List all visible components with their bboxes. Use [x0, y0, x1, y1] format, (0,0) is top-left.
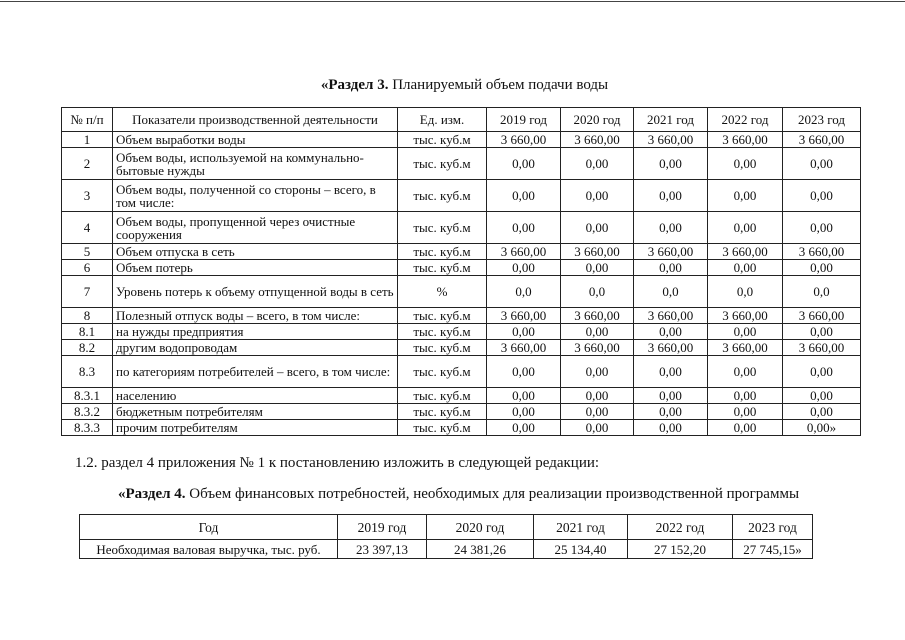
row-number-cell: 6 — [62, 260, 113, 276]
table-row — [62, 180, 861, 212]
value-cell: 0,00 — [708, 212, 783, 244]
value-cell: 0,00 — [783, 404, 861, 420]
header-cell: 2021 год — [634, 108, 708, 132]
unit-cell: тыс. куб.м — [398, 148, 487, 180]
value-cell: 0,00 — [634, 148, 708, 180]
value-cell: 0,00 — [708, 324, 783, 340]
indicator-name-cell: бюджетным потребителям — [113, 404, 398, 420]
table-row — [62, 276, 861, 308]
unit-cell: тыс. куб.м — [398, 308, 487, 324]
value-cell: 3 660,00 — [634, 308, 708, 324]
unit-cell: тыс. куб.м — [398, 340, 487, 356]
value-cell: 0,00 — [561, 212, 634, 244]
value-cell: 0,00 — [634, 356, 708, 388]
table-row — [62, 404, 861, 420]
value-cell: 0,00 — [783, 388, 861, 404]
row-number-cell: 8.2 — [62, 340, 113, 356]
value-cell: 0,00 — [634, 420, 708, 436]
indicator-name-cell: Полезный отпуск воды – всего, в том числе: — [113, 308, 398, 324]
financial-needs-table — [79, 514, 813, 559]
top-rule — [0, 1, 905, 2]
indicator-name-cell: населению — [113, 388, 398, 404]
row-number-cell: 2 — [62, 148, 113, 180]
value-cell: 0,00 — [487, 148, 561, 180]
row-number-cell: 1 — [62, 132, 113, 148]
header-cell: Год — [80, 515, 338, 540]
indicator-name-cell: Уровень потерь к объему отпущенной воды в сеть — [113, 276, 398, 308]
value-cell: 0,0 — [487, 276, 561, 308]
value-cell: 3 660,00 — [708, 244, 783, 260]
header-cell: Ед. изм. — [398, 108, 487, 132]
value-cell: 0,00 — [634, 260, 708, 276]
row-number-cell: 8.3.2 — [62, 404, 113, 420]
header-cell: 2019 год — [487, 108, 561, 132]
indicator-name-cell: Объем отпуска в сеть — [113, 244, 398, 260]
value-cell: 3 660,00 — [561, 244, 634, 260]
table-row — [62, 132, 861, 148]
section3-title-rest: Планируемый объем подачи воды — [392, 77, 609, 93]
header-cell: 2020 год — [427, 515, 534, 540]
value-cell: 0,00 — [487, 180, 561, 212]
section4-title-bold: «Раздел 4. — [117, 486, 186, 502]
table-row — [80, 540, 813, 559]
row-number-cell: 8.3 — [62, 356, 113, 388]
value-cell: 0,00 — [487, 324, 561, 340]
row-number-cell: 8 — [62, 308, 113, 324]
value-cell: 3 660,00 — [783, 132, 861, 148]
table-row — [62, 260, 861, 276]
value-cell: 0,00 — [708, 356, 783, 388]
value-cell: 0,00 — [634, 388, 708, 404]
row-number-cell: 3 — [62, 180, 113, 212]
header-cell: 2021 год — [534, 515, 628, 540]
value-cell: 3 660,00 — [487, 340, 561, 356]
unit-cell: тыс. куб.м — [398, 244, 487, 260]
unit-cell: тыс. куб.м — [398, 324, 487, 340]
indicator-name-cell: другим водопроводам — [113, 340, 398, 356]
table-row — [62, 212, 861, 244]
row-number-cell: 4 — [62, 212, 113, 244]
value-cell: 0,00 — [561, 420, 634, 436]
value-cell: 24 381,26 — [427, 540, 534, 559]
section3-title — [12, 77, 905, 94]
value-cell: 0,0 — [708, 276, 783, 308]
table-row — [62, 388, 861, 404]
indicator-name-cell: по категориям потребителей – всего, в том числе: — [113, 356, 398, 388]
section4-title-rest: Объем финансовых потребностей, необходимых для реализации производственной программы — [189, 486, 800, 502]
value-cell: 3 660,00 — [783, 340, 861, 356]
value-cell: 0,00 — [634, 324, 708, 340]
value-cell: 0,00 — [708, 404, 783, 420]
value-cell: 0,00 — [487, 404, 561, 420]
table-header-row — [62, 108, 861, 132]
value-cell: 0,00 — [708, 420, 783, 436]
unit-cell: тыс. куб.м — [398, 132, 487, 148]
value-cell: 3 660,00 — [561, 308, 634, 324]
table-row — [62, 356, 861, 388]
value-cell: 0,00 — [561, 148, 634, 180]
value-cell: 27 152,20 — [628, 540, 733, 559]
table-row — [62, 244, 861, 260]
unit-cell: тыс. куб.м — [398, 212, 487, 244]
value-cell: 3 660,00 — [783, 308, 861, 324]
value-cell: 0,00 — [561, 404, 634, 420]
water-supply-table — [61, 107, 861, 436]
row-number-cell: 8.3.3 — [62, 420, 113, 436]
value-cell: 25 134,40 — [534, 540, 628, 559]
paragraph-1-2: 1.2. раздел 4 приложения № 1 к постановлению изложить в следующей редакции: — [75, 455, 600, 471]
value-cell: 0,0 — [634, 276, 708, 308]
value-cell: 0,0 — [561, 276, 634, 308]
indicator-name-cell: Объем воды, полученной со стороны – всего, в том числе: — [113, 180, 398, 212]
table-row — [62, 308, 861, 324]
table-row — [62, 420, 861, 436]
value-cell: 0,00 — [783, 356, 861, 388]
value-cell: 0,00 — [634, 404, 708, 420]
header-cell: № п/п — [62, 108, 113, 132]
value-cell: 23 397,13 — [338, 540, 427, 559]
value-cell: 3 660,00 — [708, 132, 783, 148]
table-header-row — [80, 515, 813, 540]
value-cell: 3 660,00 — [708, 340, 783, 356]
value-cell: 0,00 — [783, 148, 861, 180]
value-cell: 0,00 — [487, 388, 561, 404]
value-cell: 0,00 — [708, 180, 783, 212]
value-cell: 27 745,15» — [733, 540, 813, 559]
table-row — [62, 340, 861, 356]
header-cell: 2023 год — [733, 515, 813, 540]
value-cell: 0,00 — [708, 260, 783, 276]
value-cell: 0,00 — [561, 356, 634, 388]
value-cell: 0,00 — [487, 260, 561, 276]
unit-cell: тыс. куб.м — [398, 180, 487, 212]
value-cell: 3 660,00 — [487, 308, 561, 324]
unit-cell: тыс. куб.м — [398, 356, 487, 388]
row-number-cell: 5 — [62, 244, 113, 260]
value-cell: 3 660,00 — [561, 132, 634, 148]
unit-cell: тыс. куб.м — [398, 388, 487, 404]
indicator-name-cell: Объем воды, пропущенной через очистные сооружения — [113, 212, 398, 244]
value-cell: 0,00 — [487, 356, 561, 388]
table-row — [62, 324, 861, 340]
value-cell: 3 660,00 — [783, 244, 861, 260]
value-cell: 0,00 — [783, 212, 861, 244]
value-cell: 0,00 — [708, 148, 783, 180]
value-cell: 0,00 — [487, 212, 561, 244]
unit-cell: % — [398, 276, 487, 308]
indicator-name-cell: Объем выработки воды — [113, 132, 398, 148]
value-cell: 0,00 — [783, 180, 861, 212]
value-cell: 0,00 — [561, 324, 634, 340]
indicator-name-cell: на нужды предприятия — [113, 324, 398, 340]
value-cell: 0,00 — [561, 260, 634, 276]
header-cell: 2022 год — [708, 108, 783, 132]
indicator-name-cell: Объем воды, используемой на коммунально-бытовые нужды — [113, 148, 398, 180]
value-cell: 0,00 — [561, 180, 634, 212]
row-name-cell: Необходимая валовая выручка, тыс. руб. — [80, 540, 338, 559]
row-number-cell: 8.1 — [62, 324, 113, 340]
value-cell: 3 660,00 — [634, 244, 708, 260]
value-cell: 0,0 — [783, 276, 861, 308]
table-row — [62, 148, 861, 180]
row-number-cell: 8.3.1 — [62, 388, 113, 404]
value-cell: 0,00 — [634, 212, 708, 244]
value-cell: 3 660,00 — [634, 340, 708, 356]
header-cell: 2019 год — [338, 515, 427, 540]
header-cell: 2023 год — [783, 108, 861, 132]
section3-title-bold: «Раздел 3. — [320, 77, 389, 93]
value-cell: 0,00 — [487, 420, 561, 436]
indicator-name-cell: Объем потерь — [113, 260, 398, 276]
unit-cell: тыс. куб.м — [398, 260, 487, 276]
section4-title — [6, 486, 905, 503]
header-cell: 2022 год — [628, 515, 733, 540]
value-cell: 3 660,00 — [487, 244, 561, 260]
header-cell: Показатели производственной деятельности — [113, 108, 398, 132]
value-cell: 0,00 — [783, 260, 861, 276]
value-cell: 3 660,00 — [634, 132, 708, 148]
unit-cell: тыс. куб.м — [398, 420, 487, 436]
value-cell: 3 660,00 — [561, 340, 634, 356]
value-cell: 3 660,00 — [708, 308, 783, 324]
value-cell: 0,00 — [708, 388, 783, 404]
header-cell: 2020 год — [561, 108, 634, 132]
row-number-cell: 7 — [62, 276, 113, 308]
value-cell: 0,00 — [634, 180, 708, 212]
value-cell: 3 660,00 — [487, 132, 561, 148]
value-cell: 0,00» — [783, 420, 861, 436]
indicator-name-cell: прочим потребителям — [113, 420, 398, 436]
value-cell: 0,00 — [561, 388, 634, 404]
unit-cell: тыс. куб.м — [398, 404, 487, 420]
value-cell: 0,00 — [783, 324, 861, 340]
